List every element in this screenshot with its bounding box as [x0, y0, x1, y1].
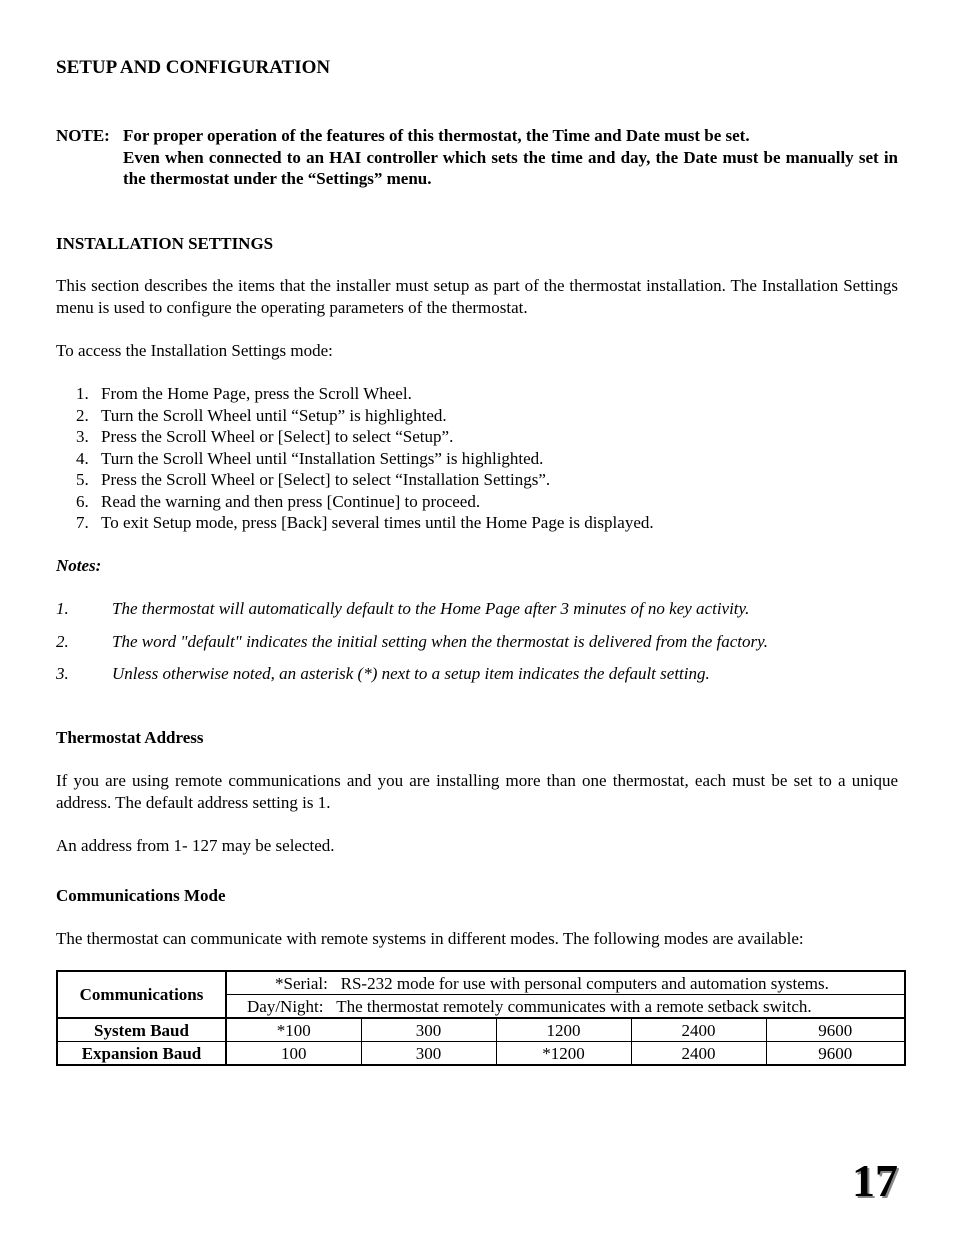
access-instructions: To access the Installation Settings mode: — [56, 341, 333, 360]
note-item: 2. The word "default" indicates the initial setting when the thermostat is delivered from the factory. — [56, 631, 768, 651]
system-baud-label: System Baud — [57, 1018, 226, 1042]
installation-intro: This section describes the items that the installer must setup as part of the thermostat installation. The Installation Settings menu is used to configure the operating parameters of the thermostat. — [56, 276, 898, 317]
installation-settings-heading: INSTALLATION SETTINGS — [56, 234, 274, 253]
step-item: 1. From the Home Page, press the Scroll Wheel. — [76, 384, 412, 403]
table-cell: 100 — [226, 1042, 361, 1066]
table-cell: 300 — [361, 1042, 496, 1066]
expansion-baud-label: Expansion Baud — [57, 1042, 226, 1066]
note-label: NOTE: — [56, 126, 110, 145]
step-item: 2. Turn the Scroll Wheel until “Setup” is highlighted. — [76, 405, 447, 425]
note-line-rest: Even when connected to an HAI controller which sets the time and day, the Date must be manually set in the thermostat under the “Settings” menu. — [123, 147, 898, 188]
daynight-mode-desc: The thermostat remotely communicates with a remote setback switch. — [336, 996, 812, 1016]
page-number: 17 — [852, 1155, 898, 1206]
table-row — [57, 1018, 905, 1042]
communications-table — [56, 970, 906, 1066]
communications-table-wrap — [56, 970, 906, 1066]
daynight-mode-cell — [226, 995, 905, 1019]
communications-label: Communications — [57, 971, 226, 1018]
notes-list — [56, 598, 898, 696]
thermostat-address-para: If you are using remote communications and you are installing more than one thermostat, each must be set to a unique address. The default address setting is 1. — [56, 771, 898, 812]
serial-mode-desc: RS-232 mode for use with personal computers and automation systems. — [340, 973, 829, 993]
table-row — [57, 971, 905, 995]
table-row — [57, 1042, 905, 1066]
notes-heading: Notes: — [56, 556, 102, 575]
step-item: 6. Read the warning and then press [Continue] to proceed. — [76, 491, 481, 511]
step-item: 3. Press the Scroll Wheel or [Select] to select “Setup”. — [76, 427, 454, 446]
note-item: 1. The thermostat will automatically default to the Home Page after 3 minutes of no key activity. — [56, 599, 750, 618]
address-range-text: An address from 1- 127 may be selected. — [56, 836, 335, 855]
daynight-mode-label: Day/Night: — [247, 996, 324, 1016]
table-cell: *1200 — [496, 1042, 631, 1066]
table-cell: 1200 — [496, 1018, 631, 1042]
table-cell: 9600 — [766, 1018, 905, 1042]
table-cell: *100 — [226, 1018, 361, 1042]
step-item: 5. Press the Scroll Wheel or [Select] to select “Installation Settings”. — [76, 470, 551, 489]
note-line-1: For proper operation of the features of this thermostat, the Time and Date must be set. — [123, 126, 750, 145]
communications-mode-para: The thermostat can communicate with remote systems in different modes. The following modes are available: — [56, 929, 804, 948]
table-cell: 2400 — [631, 1018, 766, 1042]
communications-mode-heading: Communications Mode — [56, 886, 226, 905]
note-block — [56, 125, 898, 191]
section-title: SETUP AND CONFIGURATION — [56, 57, 331, 78]
note-item: 3. Unless otherwise noted, an asterisk (*) next to a setup item indicates the default setting. — [56, 664, 710, 683]
table-cell: 2400 — [631, 1042, 766, 1066]
serial-mode-label: *Serial: — [275, 973, 328, 993]
step-item: 4. Turn the Scroll Wheel until “Installation Settings” is highlighted. — [76, 448, 544, 468]
table-cell: 9600 — [766, 1042, 905, 1066]
steps-list — [56, 383, 898, 534]
step-item: 7. To exit Setup mode, press [Back] several times until the Home Page is displayed. — [76, 513, 654, 532]
serial-mode-cell — [226, 971, 905, 995]
table-cell: 300 — [361, 1018, 496, 1042]
thermostat-address-heading: Thermostat Address — [56, 728, 204, 747]
